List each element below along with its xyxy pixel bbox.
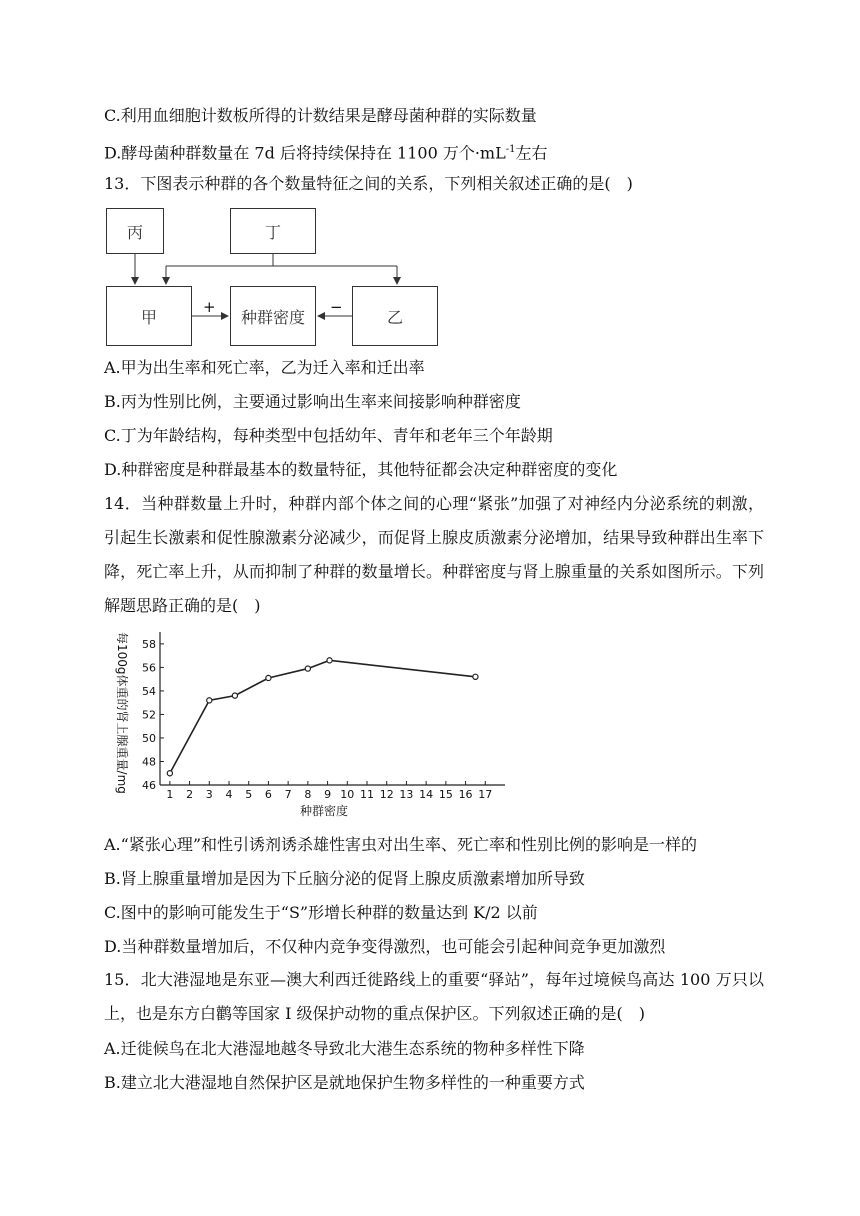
q13-option-d: D.种群密度是种群最基本的数量特征，其他特征都会决定种群密度的变化	[104, 460, 618, 479]
box-population-density: 种群密度	[230, 286, 316, 346]
y-tick-label: 50	[142, 731, 156, 745]
x-tick-label: 6	[264, 788, 272, 801]
q15-option-b: B.建立北大港湿地自然保护区是就地保护生物多样性的一种重要方式	[104, 1073, 585, 1092]
q13-option-b: B.丙为性别比例，主要通过影响出生率来间接影响种群密度	[104, 392, 521, 411]
x-tick-label: 10	[340, 788, 355, 801]
adrenal-weight-chart	[110, 628, 530, 828]
q12-option-d-suffix: 左右	[515, 143, 548, 163]
x-tick-label: 17	[478, 788, 493, 801]
box-yi: 乙	[352, 286, 438, 346]
data-point	[327, 658, 332, 663]
x-tick-label: 8	[304, 788, 312, 801]
y-tick-label: 48	[142, 755, 156, 769]
y-tick-label: 52	[142, 708, 156, 722]
q15-option-a: A.迁徙候鸟在北大港湿地越冬导致北大港生态系统的物种多样性下降	[104, 1039, 585, 1058]
q14-option-b: B.肾上腺重量增加是因为下丘脑分泌的促肾上腺皮质激素增加所导致	[104, 869, 585, 888]
x-axis-label: 种群密度	[299, 804, 349, 818]
q12-option-c: C.利用血细胞计数板所得的计数结果是酵母菌种群的实际数量	[104, 106, 537, 125]
x-tick-label: 4	[225, 788, 233, 801]
y-tick-label: 46	[142, 779, 156, 792]
q15-stem: 15．北大港湿地是东亚—澳大利西迁徙路线上的重要“驿站”，每年过境候鸟高达 100 万只以上，也是东方白鹳等国家 I 级保护动物的重点保护区。下列叙述正确的是( )	[104, 970, 764, 1023]
q13-stem: 13．下图表示种群的各个数量特征之间的关系，下列相关叙述正确的是( )	[104, 174, 633, 193]
data-point	[473, 674, 478, 679]
q14-option-a: A.“紧张心理”和性引诱剂诱杀雄性害虫对出生率、死亡率和性别比例的影响是一样的	[104, 835, 698, 854]
data-point	[266, 675, 271, 680]
x-tick-label: 16	[458, 788, 473, 801]
x-tick-label: 14	[419, 788, 434, 801]
q14-option-d: D.当种群数量增加后，不仅种内竞争变得激烈，也可能会引起种间竞争更加激烈	[104, 937, 666, 956]
diagram-arrows	[0, 0, 860, 400]
x-tick-label: 11	[360, 788, 374, 801]
x-tick-label: 13	[399, 788, 414, 801]
q14-option-c: C.图中的影响可能发生于“S”形增长种群的数量达到 K/2 以前	[104, 903, 538, 922]
data-point	[207, 698, 212, 703]
box-ding: 丁	[230, 208, 316, 254]
box-bing: 丙	[106, 208, 164, 254]
x-tick-label: 1	[166, 788, 174, 801]
y-tick-label: 54	[142, 684, 156, 698]
minus-sign: −	[330, 298, 343, 316]
y-tick-label: 58	[142, 637, 156, 651]
q14-stem: 14．当种群数量上升时，种群内部个体之间的心理“紧张”加强了对神经内分泌系统的刺激，引起生长激素和促性腺激素分泌减少，而促肾上腺皮质激素分泌增加，结果导致种群出生率下降，死亡率上升，从而抑制了种群的数量增长。种群密度与肾上腺重量的关系如图所示。下列解题思路正确的是( )	[104, 494, 764, 615]
x-tick-label: 7	[284, 788, 292, 801]
data-point	[305, 666, 310, 671]
x-tick-label: 3	[205, 788, 213, 801]
plus-sign: +	[203, 298, 216, 316]
x-tick-label: 2	[186, 788, 194, 801]
box-jia: 甲	[106, 286, 192, 346]
x-tick-label: 12	[379, 788, 394, 801]
x-tick-label: 15	[438, 788, 453, 801]
data-series-line	[170, 660, 476, 773]
data-point	[167, 771, 172, 776]
q13-option-c: C.丁为年龄结构，每种类型中包括幼年、青年和老年三个年龄期	[104, 426, 553, 445]
data-point	[232, 693, 237, 698]
y-axis-label: 每100g体重的肾上腺重量/mg	[115, 632, 129, 794]
q12-option-d-text: D.酵母菌种群数量在 7d 后将持续保持在 1100 万个·mL	[104, 143, 506, 163]
x-tick-label: 5	[245, 788, 253, 801]
q12-option-d-superscript: -1	[505, 144, 516, 155]
x-tick-label: 9	[324, 788, 332, 801]
q13-option-a: A.甲为出生率和死亡率，乙为迁入率和迁出率	[104, 358, 425, 377]
y-tick-label: 56	[142, 661, 156, 675]
